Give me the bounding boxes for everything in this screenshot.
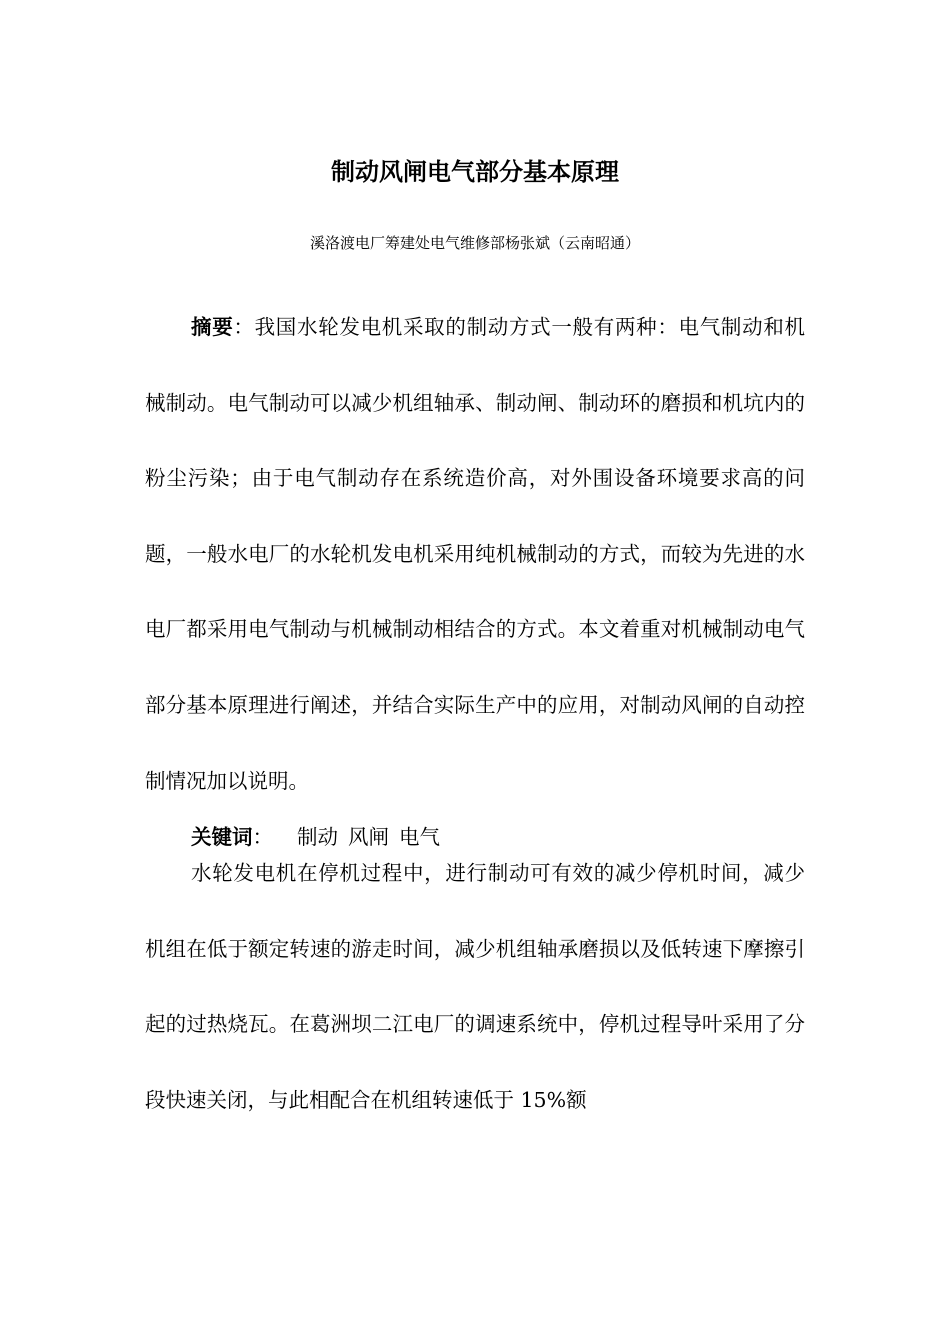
abstract-separator: ： — [233, 315, 255, 339]
body-paragraph: 水轮发电机在停机过程中，进行制动可有效的减少停机时间，减少机组在低于额定转速的游走时间，减少机组轴承磨损以及低转速下摩擦引起的过热烧瓦。在葛洲坝二江电厂的调速系统中，停机过程导叶采用了分段快速关闭，与此相配合在机组转速低于 15%额 — [145, 861, 805, 1112]
keywords-separator: ： — [252, 825, 273, 849]
keyword-item: 电气 — [399, 825, 440, 849]
abstract-paragraph — [145, 290, 805, 819]
abstract-text: 我国水轮发电机采取的制动方式一般有两种：电气制动和机械制动。电气制动可以减少机组轴承、制动闸、制动环的磨损和机坑内的粉尘污染；由于电气制动存在系统造价高，对外围设备环境要求高的问题，一般水电厂的水轮机发电机采用纯机械制动的方式，而较为先进的水电厂都采用电气制动与机械制动相结合的方式。本文着重对机械制动电气部分基本原理进行阐述，并结合实际生产中的应用，对制动风闸的自动控制情况加以说明。 — [145, 315, 806, 793]
keyword-item: 风闸 — [348, 825, 389, 849]
keyword-item: 制动 — [297, 825, 338, 849]
keywords-label: 关键词 — [191, 825, 253, 849]
document-title: 制动风闸电气部分基本原理 — [331, 158, 619, 186]
abstract-label: 摘要 — [191, 315, 234, 339]
author-line: 溪洛渡电厂筹建处电气维修部杨张斌（云南昭通） — [309, 234, 640, 252]
